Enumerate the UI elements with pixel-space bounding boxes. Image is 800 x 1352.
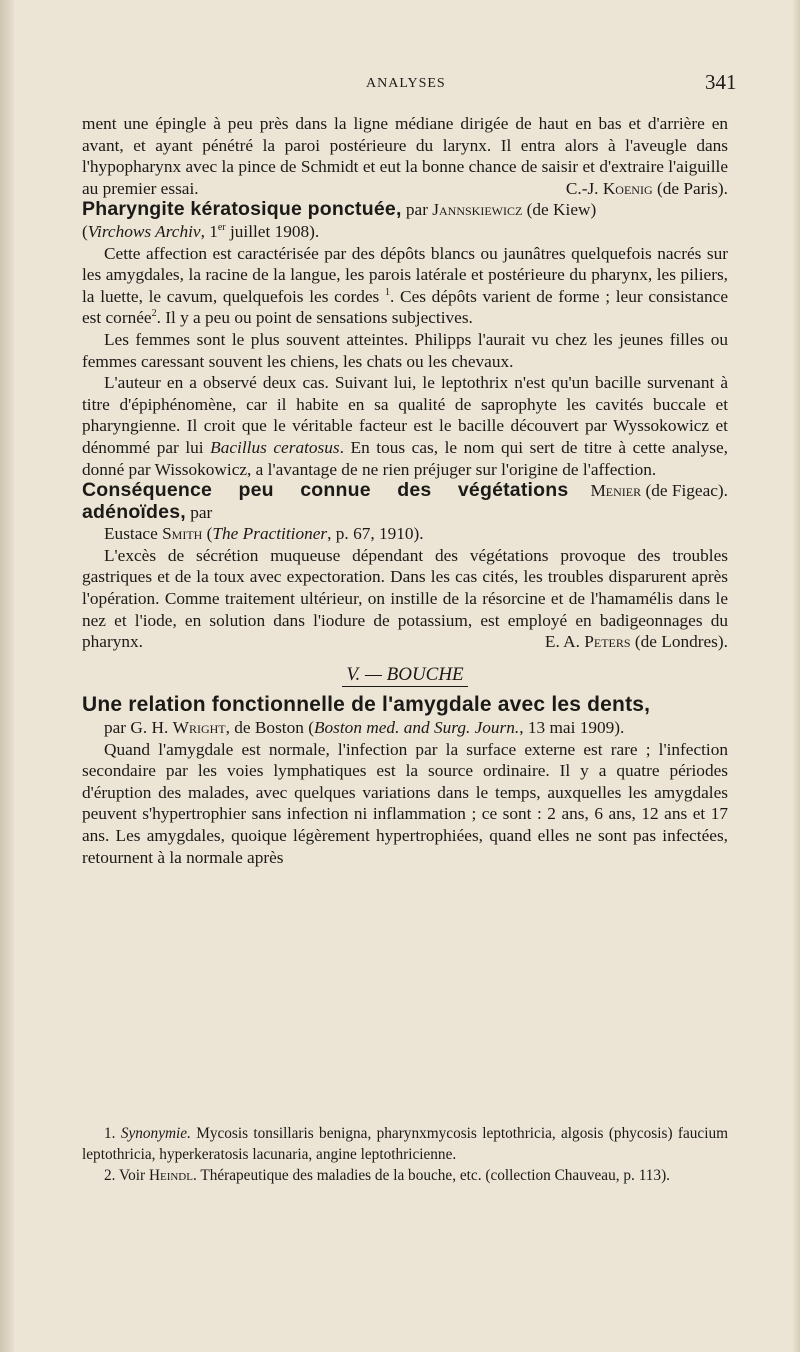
page-edge-shadow — [792, 0, 800, 1352]
article-title: Conséquence peu connue des végétations adénoïdes, — [82, 479, 569, 523]
article-journal: Boston med. and Surg. Journ. — [313, 718, 520, 738]
footnotes — [82, 1123, 728, 1186]
paragraph: L'auteur en a observé deux cas. Suivant lui, le leptothrix n'est qu'un bacille survenant à titre d'épiphénomène, car il habite en sa qualité de saprophyte les cavités buccale et pharyngienne. Il croit que le véritable facteur est le bacille découvert par Wyssokowicz et dénommé par lui Bacillus ceratosus. En tous cas, le nom qui sert de titre à cette analyse, donné par Wissokowicz, a l'avantage de ne rien préjuger sur l'origine de l'affection. Menier (de Figeac). — [82, 373, 728, 501]
footnote-ref: 1 — [385, 286, 390, 298]
page-header — [0, 70, 800, 100]
signature: E. A. Peters (de Londres). — [544, 632, 728, 652]
section-title: V. — BOUCHE — [82, 664, 728, 686]
article-heading-pharyngite: Pharyngite kératosique ponctuée, par Jannskiewicz (de Kiew) (Virchows Archiv, 1er juillet 1908). — [82, 198, 597, 241]
article-title: Une relation fonctionnelle de l'amygdale avec les dents, — [82, 693, 651, 717]
article-author: Smith — [162, 524, 203, 544]
article-journal: Virchows Archiv — [87, 221, 201, 241]
signature: Menier (de Figeac). — [590, 481, 728, 501]
page-binding-shadow — [0, 0, 14, 1352]
footnote-1: 1. Synonymie. Mycosis tonsillaris benigna, pharynxmycosis leptothricia, algosis (phycosis) faucium leptothricia, hyperkeratosis lacunaria, angine leptothricienne. — [82, 1125, 728, 1163]
article-title: Pharyngite kératosique ponctuée, — [82, 198, 402, 221]
signature: C.-J. Koenig (de Paris). — [565, 178, 728, 198]
footnote-2: 2. Voir Heindl. Thérapeutique des maladies de la bouche, etc. (collection Chauveau, p. 113). — [104, 1167, 670, 1184]
article-byline: Eustace Smith (The Practitioner, p. 67, 1910). — [104, 524, 424, 544]
article-heading-amygdale — [82, 694, 728, 717]
paragraph: L'excès de sécrétion muqueuse dépendant des végétations provoque des troubles gastriques et de la toux avec expectoration. Dans les cas cités, les troubles disparurent après l'opération. Comme traitement ultérieur, on instille de la résorcine et de l'hamamélis dans le nez et l'iode, en solution dans l'iodure de potassium, est employé en badigeonnages du pharynx. E. A. Peters (de Londres). — [82, 545, 728, 652]
paragraph: Les femmes sont le plus souvent atteintes. Philipps l'aurait vu chez les jeunes filles ou femmes caressant souvent les chiens, les chats ou les chevaux. — [82, 329, 728, 371]
main-text — [82, 113, 728, 868]
paragraph: Cette affection est caractérisée par des dépôts blancs ou jaunâtres quelquefois nacrés sur les amygdales, la racine de la langue, les parois latérale et postérieure du pharynx, les piliers, la luette, le cavum, quelquefois les cordes $^1$. Ces dépôts varient de forme ; leur consistance est cornée$^2$. Il y a peu ou point de sensations subjectives. — [82, 243, 728, 328]
page-number: 341 — [705, 70, 737, 94]
running-head: ANALYSES — [366, 76, 446, 91]
article-heading-vegetations: Conséquence peu connue des végétations adénoïdes, par — [82, 479, 569, 523]
article-author: Jannskiewicz — [432, 200, 523, 220]
paragraph: Quand l'amygdale est normale, l'infection par la surface externe est rare ; l'infection secondaire par les voies lymphatiques est la source ordinaire. Il y a quatre périodes d'éruption des malades, avec quelques variations dans le temps, auxquelles les amygdales peuvent s'hypertrophier sans infection ni inflammation ; ce sont : 2 ans, 6 ans, 12 ans et 17 ans. Les amygdales, quoique légèrement hypertrophiées, quand elles ne sont pas infectées, retournent à la normale après — [82, 739, 728, 867]
paragraph-continued: ment une épingle à peu près dans la ligne médiane dirigée de haut en bas et d'arrière en avant, et ayant pénétré la paroi postérieure du larynx. Il entra alors à l'aveugle dans l'hypopharynx avec la pince de Schmidt et eut la bonne chance de saisir et d'extraire l'aiguille au premier essai. C.-J. Koenig (de Paris). — [82, 114, 728, 198]
article-journal: The Practitioner — [212, 524, 328, 544]
article-author: Wright — [172, 718, 226, 738]
article-byline: par G. H. Wright, de Boston (Boston med. and Surg. Journ., 13 mai 1909). — [104, 718, 625, 738]
species-name: Bacillus ceratosus — [210, 437, 340, 457]
footnote-ref: 2 — [151, 308, 157, 320]
